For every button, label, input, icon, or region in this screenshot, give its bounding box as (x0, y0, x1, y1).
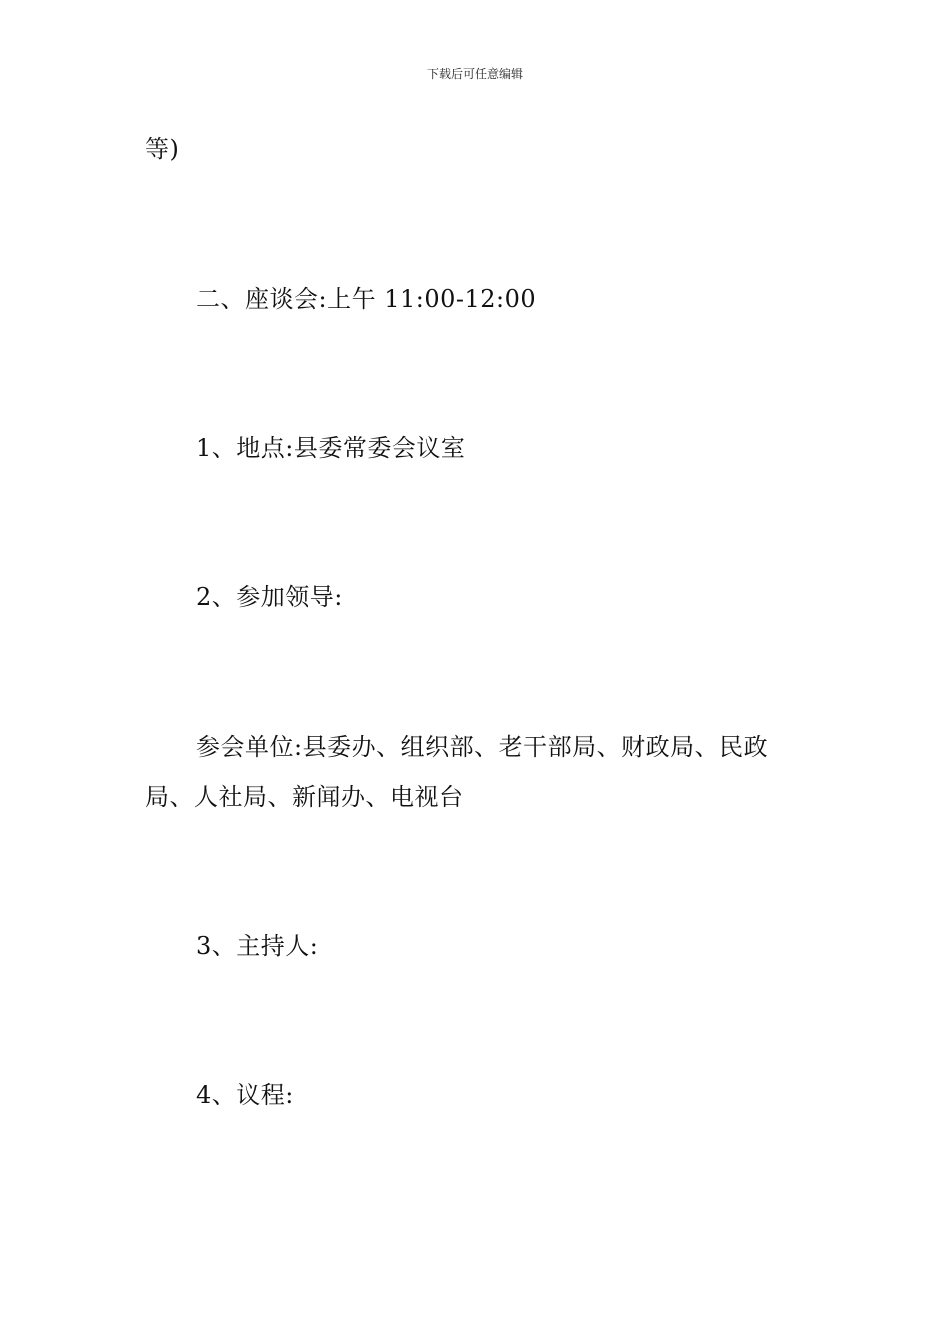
item-host: 3、主持人: (196, 932, 319, 960)
section-heading-forum: 二、座谈会:上午 11:00-12:00 (196, 285, 537, 313)
item-agenda: 4、议程: (196, 1081, 294, 1109)
page-header: 下载后可任意编辑 (426, 67, 523, 81)
item-location: 1、地点:县委常委会议室 (196, 434, 466, 462)
participating-units-line-1: 参会单位:县委办、组织部、老干部局、财政局、民政 (196, 733, 769, 761)
text-line-continuation: 等) (145, 135, 180, 163)
item-leaders: 2、参加领导: (196, 583, 343, 611)
participating-units-line-2: 局、人社局、新闻办、电视台 (145, 783, 464, 811)
